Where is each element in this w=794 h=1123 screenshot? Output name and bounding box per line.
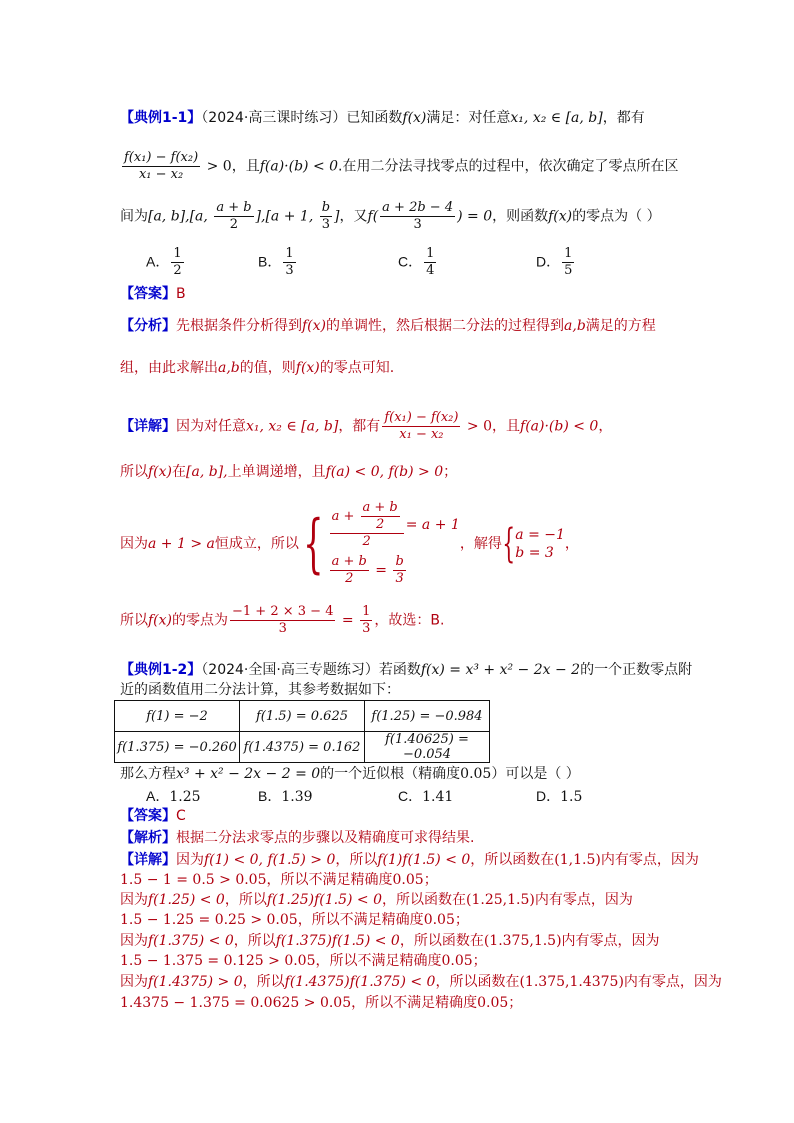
ex1-option-a-label: A． — [146, 253, 170, 270]
step-text: ； — [454, 912, 469, 928]
ex2-detail-tag: 【详解】 — [120, 852, 176, 868]
ex1-analysis-ab-2: a,b — [218, 360, 240, 376]
step-math: 0.05 — [441, 953, 473, 969]
step-text: ，所以不满足精确度 — [351, 995, 478, 1011]
ex2-line1 — [120, 660, 693, 680]
system-eq2-rfrac — [393, 554, 405, 587]
ex1-line1 — [120, 108, 690, 128]
step-text: 因为 — [120, 892, 148, 908]
ex1-option-b[interactable] — [258, 246, 298, 279]
ex1-option-b-frac — [283, 246, 295, 279]
ex1-line3 — [120, 200, 690, 233]
ex2-option-c-label: C． — [398, 788, 423, 804]
ex1-ineq-den: x₁ − x₂ — [138, 167, 184, 182]
ex1-line2-tail: .在用二分法寻找零点的过程中，依次确定了零点所在区 — [338, 158, 679, 175]
ex1-int2-den: 2 — [229, 217, 239, 232]
ex1-int3-num: b — [321, 200, 331, 215]
ex1-option-d-label: D． — [536, 253, 561, 270]
ex2-option-d-label: D． — [536, 788, 561, 804]
ex2-intro: 若函数 — [378, 662, 421, 678]
system-eq1-num — [330, 500, 404, 534]
ex2-option-d[interactable] — [536, 786, 582, 806]
ex1-detail-1b: ，都有 — [338, 418, 381, 435]
ex2-step4-line2 — [120, 993, 690, 1013]
ex1-analysis-1a: 先根据条件分析得到 — [176, 318, 302, 334]
step-text: ，所以 — [224, 892, 267, 908]
ex2-answer-value: C — [176, 808, 186, 824]
ex2-step3-line1 — [120, 931, 690, 951]
ex1-detail-frac-den: x₁ − x₂ — [399, 427, 444, 442]
zero-rfrac — [360, 604, 372, 637]
ex1-option-d-den: 5 — [564, 263, 573, 278]
ex2-option-c[interactable] — [398, 786, 453, 806]
ex1-option-a-den: 2 — [173, 263, 182, 278]
ex1-analysis-tag: 【分析】 — [120, 318, 176, 334]
step-text: ； — [472, 953, 487, 969]
ex1-analysis-fx: f(x) — [302, 318, 327, 334]
step-math: f(1.4375) > 0 — [148, 974, 243, 990]
step-math: 1.5 − 1.375 = 0.125 > 0.05 — [120, 953, 316, 969]
ex1-int3-frac — [320, 200, 332, 233]
ex2-option-b-value: 1.39 — [281, 789, 313, 805]
ex2-tag: 【典例1-2】 — [120, 662, 202, 678]
ex1-option-a-frac — [171, 246, 183, 279]
ex1-detail-fafb: f(a)·(b) < 0 — [520, 418, 599, 435]
table-cell: f(1.375) = −0.260 — [115, 732, 240, 763]
ex1-detail-3-lead — [120, 534, 299, 554]
ex1-ineq-frac — [122, 150, 200, 183]
ex1-int3-den: 3 — [321, 217, 331, 232]
ex1-analysis-1b: 的单调性，然后根据二分法的过程得到 — [326, 318, 565, 334]
ex2-func: f(x) = x³ + x² − 2x − 2 — [420, 662, 581, 678]
ex1-option-c-num: 1 — [426, 246, 435, 261]
ex1-detail-tag: 【详解】 — [120, 418, 176, 435]
ex2-answer-tag: 【答案】 — [120, 808, 176, 824]
system-eq2-num: a + b — [331, 554, 367, 569]
ex2-line2-text: 近的函数值用二分法计算，其参考数据如下： — [120, 682, 400, 698]
ex1-detail-ineq-tail: > 0 — [462, 418, 493, 435]
ex2-answer — [120, 806, 690, 826]
ex1-option-c-den: 4 — [426, 263, 435, 278]
equation-system — [328, 500, 460, 587]
ex1-detail-3c: 恒成立，所以 — [214, 535, 299, 552]
ex1-detail-2e: ； — [443, 464, 458, 480]
table-row — [115, 701, 490, 732]
zero-rden: 3 — [362, 621, 371, 636]
ex1-int2-frac — [214, 200, 253, 233]
ex1-tag: 【典例1-1】 — [120, 110, 202, 126]
ex1-detail-2c: 上单调递增，且 — [227, 464, 326, 480]
ex2-q-eq: x³ + x² − 2x − 2 = 0 — [176, 766, 321, 782]
ex2-step1-line1 — [120, 850, 699, 870]
ex1-analysis-fx-2: f(x) — [295, 360, 320, 376]
ex1-fx: f(x) — [402, 110, 427, 126]
step-text: 内有零点，因为 — [561, 933, 660, 949]
ex2-option-b[interactable] — [258, 786, 313, 806]
step-text: 因为 — [176, 852, 204, 868]
ex1-option-b-label: B． — [258, 253, 282, 270]
table-cell: f(1.5) = 0.625 — [240, 701, 365, 732]
ex1-detail-fx-2: f(x) — [148, 612, 173, 629]
ex1-option-c[interactable] — [398, 246, 438, 279]
ex2-analysis-text: 根据二分法求零点的步骤以及精确度可求得结果. — [176, 830, 475, 846]
step-text: ，所以函数在 — [435, 974, 520, 990]
system-eq1 — [328, 500, 460, 550]
ex1-detail-line4 — [120, 604, 690, 637]
ex1-detail-4b: 的零点为 — [172, 612, 229, 629]
ex1-detail-line2 — [120, 462, 690, 482]
ex1-and: ，且 — [231, 158, 260, 175]
ex2-option-a[interactable] — [146, 786, 201, 806]
ex2-q-c: ）可以是（ ） — [491, 766, 580, 782]
system-brace: { — [303, 506, 324, 581]
ex2-step1-line2 — [120, 870, 690, 890]
ex1-f-frac — [380, 200, 455, 233]
ex2-analysis-tag: 【解析】 — [120, 830, 176, 846]
system-eq2-frac — [330, 554, 369, 587]
step-text: 内有零点，因为 — [600, 852, 699, 868]
ex1-option-d-frac — [562, 246, 574, 279]
step-math: 0.05 — [392, 872, 424, 888]
zero-frac — [230, 604, 335, 637]
ex1-int2b: ], — [255, 208, 266, 225]
ex1-option-a-num: 1 — [173, 246, 182, 261]
ex1-detail-int: [a, b], — [186, 464, 228, 480]
step-math: 0.05 — [423, 912, 455, 928]
ex1-f-num: a + 2b − 4 — [382, 200, 454, 215]
ex1-line2 — [120, 150, 690, 183]
ex1-line3-pre: 间为 — [120, 208, 148, 225]
ex1-f-pre: f( — [367, 208, 379, 225]
step-math: f(1.375)f(1.5) < 0 — [275, 933, 400, 949]
ex1-option-d-num: 1 — [564, 246, 573, 261]
ex1-analysis-line1 — [120, 316, 690, 336]
step-text: ，所以函数在 — [470, 852, 555, 868]
table-cell: f(1.4375) = 0.162 — [240, 732, 365, 763]
ex1-ask: ，则函数 — [492, 208, 549, 225]
zero-den: 3 — [278, 621, 287, 636]
ex2-option-d-value: 1.5 — [560, 789, 583, 805]
system-eq1-inner — [361, 500, 400, 533]
step-text: ，所以 — [242, 974, 285, 990]
ex1-detail-2b: 在 — [172, 464, 187, 480]
zero-rnum: 1 — [362, 604, 371, 619]
ex1-detail-line1 — [120, 410, 690, 443]
solution-a: a = −1 — [515, 526, 565, 543]
system-eq2 — [328, 554, 460, 587]
ex1-analysis-1c: 满足的方程 — [585, 318, 656, 334]
ex2-q-b: 的一个近似根（精确度 — [320, 766, 461, 782]
ex1-ineq-num: f(x₁) − f(x₂) — [124, 150, 199, 165]
ex1-option-c-frac — [424, 246, 436, 279]
zero-num: −1 + 2 × 3 − 4 — [232, 604, 334, 619]
step-math: f(1.25)f(1.5) < 0 — [266, 892, 383, 908]
system-eq1-inner-num: a + b — [362, 500, 398, 515]
ex2-step2-line2 — [120, 910, 690, 930]
solution-brace: { — [502, 520, 515, 567]
ex1-answer-value: B — [176, 286, 186, 302]
table-cell: f(1) = −2 — [115, 701, 240, 732]
step-math: f(1.25) < 0 — [148, 892, 225, 908]
ex2-step2-line1 — [120, 890, 690, 910]
system-eq1-rhs: = a + 1 — [405, 517, 460, 533]
step-text: ，所以 — [335, 852, 378, 868]
solution-b: b = 3 — [515, 544, 554, 561]
ex1-fx-2: f(x) — [548, 208, 573, 225]
system-eq2-rden: 3 — [395, 571, 404, 586]
ex2-intro2: 的一个正数零点附 — [580, 662, 693, 678]
step-text: ，所以函数在 — [399, 933, 484, 949]
ex1-analysis-2a: 组，由此求解出 — [120, 360, 218, 376]
step-text: ； — [508, 995, 523, 1011]
ex1-cond1: 满足：对任意 — [426, 110, 511, 126]
ex1-int2a: [a, — [189, 208, 213, 225]
solution-system — [515, 526, 565, 562]
ex1-source: （2024·高三课时练习） — [201, 110, 347, 126]
ex1-option-d[interactable] — [536, 246, 576, 279]
step-math: (1.375,1.4375) — [519, 974, 624, 990]
step-math: 1.4375 − 1.375 = 0.0625 > 0.05 — [120, 995, 352, 1011]
ex1-option-a[interactable] — [146, 246, 186, 279]
ex1-option-c-label: C． — [398, 253, 423, 270]
system-eq1-frac — [330, 500, 404, 550]
step-text: 内有零点，因为 — [623, 974, 722, 990]
ex1-answer — [120, 284, 690, 304]
step-text: 因为 — [120, 974, 148, 990]
step-text: ； — [423, 872, 438, 888]
ex1-cond2: ，都有 — [602, 110, 645, 126]
system-eq2-rnum: b — [395, 554, 404, 569]
system-eq1-a: a + — [331, 509, 359, 524]
step-math: 0.05 — [477, 995, 509, 1011]
ex1-x1x2: x₁, x₂ ∈ [a, b] — [510, 110, 603, 126]
ex2-q-a: 那么方程 — [120, 766, 176, 782]
step-text: ，所以不满足精确度 — [297, 912, 424, 928]
system-eq2-eq: = — [370, 562, 392, 579]
reference-data-table — [114, 700, 490, 763]
ex1-analysis-2c: 的零点可知. — [319, 360, 395, 376]
ex2-question — [120, 764, 690, 784]
ex2-source: （2024·全国·高三专题练习） — [201, 662, 379, 678]
step-text: ，所以函数在 — [382, 892, 467, 908]
step-math: f(1) < 0, f(1.5) > 0 — [204, 852, 336, 868]
ex1-analysis-2b: 的值，则 — [239, 360, 296, 376]
ex2-step3-line2 — [120, 951, 690, 971]
system-eq1-den: 2 — [362, 534, 371, 549]
step-math: f(1)f(1.5) < 0 — [377, 852, 471, 868]
system-eq2-den: 2 — [345, 571, 354, 586]
ex1-detail-3e: ， — [564, 535, 579, 552]
ex1-detail-1a: 因为对任意 — [176, 418, 246, 435]
ex2-option-b-label: B． — [258, 788, 282, 804]
step-math: 1.5 − 1 = 0.5 > 0.05 — [120, 872, 267, 888]
ex1-option-b-den: 3 — [285, 263, 294, 278]
ex1-int1: [a, b], — [148, 208, 190, 225]
ex2-option-c-value: 1.41 — [422, 789, 454, 805]
ex1-ask2: 的零点为（ ） — [572, 208, 661, 225]
ex1-f-post: ) = 0 — [457, 208, 493, 225]
ex1-fafb: f(a)·(b) < 0 — [259, 158, 339, 175]
system-eq1-inner-den: 2 — [375, 517, 385, 532]
ex1-detail-frac-num: f(x₁) − f(x₂) — [384, 410, 459, 425]
ex1-detail-line3 — [120, 500, 690, 590]
step-text: 内有零点，因为 — [534, 892, 633, 908]
ex1-answer-tag: 【答案】 — [120, 286, 176, 302]
table-cell: f(1.40625) = −0.054 — [365, 732, 490, 763]
step-text: ，所以不满足精确度 — [266, 872, 393, 888]
step-math: 1.5 − 1.25 = 0.25 > 0.05 — [120, 912, 298, 928]
ex1-detail-1c: ，且 — [492, 418, 521, 435]
step-math: (1.375,1.5) — [483, 933, 562, 949]
ex1-detail-2a: 所以 — [120, 464, 148, 480]
ex2-option-a-label: A． — [146, 788, 170, 804]
ex1-again: ，又 — [339, 208, 368, 225]
ex1-detail-3a: 因为 — [120, 535, 148, 552]
zero-eq: = — [337, 612, 359, 629]
step-text: 因为 — [120, 933, 148, 949]
step-text: ，所以不满足精确度 — [315, 953, 442, 969]
ex1-int3b: ] — [334, 208, 340, 225]
ex1-detail-3b: a + 1 > a — [148, 535, 215, 552]
ex1-detail-4c: ，故选：B. — [374, 612, 445, 629]
ex1-analysis-line2 — [120, 358, 690, 378]
ex1-detail-2d: f(a) < 0, f(b) > 0 — [325, 464, 444, 480]
ex1-detail-frac — [382, 410, 460, 443]
ex1-detail-1d: ， — [598, 418, 613, 435]
ex1-ineq-tail: > 0 — [202, 158, 232, 175]
ex2-analysis — [120, 828, 690, 848]
ex2-option-a-value: 1.25 — [169, 789, 201, 805]
step-math: (1,1.5) — [554, 852, 601, 868]
ex1-detail-3d: ，解得 — [459, 535, 502, 552]
ex1-detail-4a: 所以 — [120, 612, 148, 629]
ex2-step4-line1 — [120, 972, 722, 992]
step-math: f(1.4375)f(1.375) < 0 — [284, 974, 436, 990]
ex1-detail-fx: f(x) — [148, 464, 173, 480]
ex2-q-prec: 0.05 — [460, 766, 492, 782]
table-row — [115, 732, 490, 763]
ex1-option-b-num: 1 — [285, 246, 294, 261]
table-cell: f(1.25) = −0.984 — [365, 701, 490, 732]
step-math: f(1.375) < 0 — [148, 933, 234, 949]
ex1-int3a: [a + 1, — [265, 208, 318, 225]
ex2-line2 — [120, 680, 690, 700]
ex1-f-den: 3 — [413, 217, 422, 232]
step-text: ，所以 — [233, 933, 276, 949]
ex1-int2-num: a + b — [216, 200, 252, 215]
ex1-analysis-ab: a,b — [564, 318, 586, 334]
step-math: (1.25,1.5) — [466, 892, 535, 908]
ex1-detail-x1x2: x₁, x₂ ∈ [a, b] — [246, 418, 339, 435]
ex1-intro: 已知函数 — [346, 110, 403, 126]
